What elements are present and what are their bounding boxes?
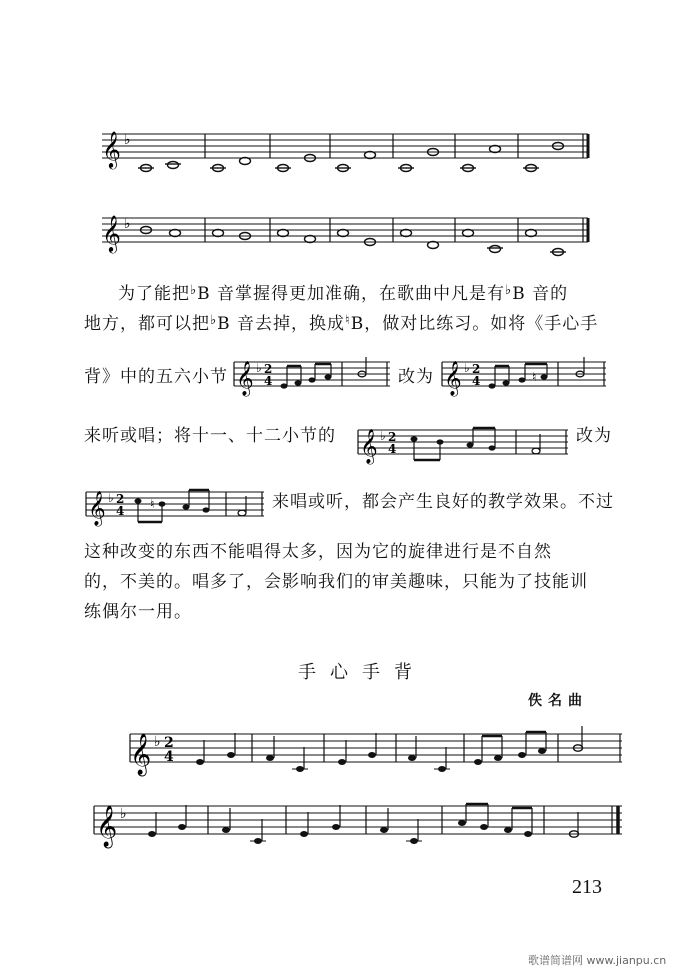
inline-staff-bars-11-12-modified (84, 482, 266, 530)
flat-key-icon: ♭ (464, 361, 470, 375)
text-segment: 为了能把 (118, 284, 190, 304)
natural-symbol: ♮ (345, 313, 351, 328)
paragraph-line-5-end: 来唱或听，都会产生良好的教学效果。不过 (272, 492, 614, 512)
time-signature-top: 2 (116, 492, 125, 506)
paragraph-line-2 (84, 313, 599, 334)
flat-key-icon: ♭ (108, 491, 114, 505)
inline-staff-bars-5-6-modified (440, 352, 608, 400)
song-staff-1 (128, 722, 628, 782)
flat-symbol: ♭ (210, 313, 218, 328)
paragraph-line-3-start: 背》中的五六小节 (84, 367, 228, 387)
treble-clef-icon: 𝄞 (96, 806, 118, 847)
watermark: 歌谱简谱网 www.jianpu.cn (528, 954, 667, 967)
time-signature-bottom: 4 (264, 374, 273, 388)
text-segment: 地方，都可以把 (84, 314, 210, 334)
text-segment: B 音去掉，换成 (217, 314, 346, 334)
flat-symbol: ♭ (505, 283, 513, 298)
flat-key-icon: ♭ (124, 216, 131, 232)
paragraph-line-4-end: 改为 (576, 426, 612, 446)
time-signature-bottom: 4 (472, 374, 481, 388)
treble-clef-icon: 𝄞 (360, 429, 378, 464)
song-composer: 佚名曲 (528, 693, 588, 709)
inline-staff-bars-11-12 (356, 420, 570, 468)
flat-key-icon: ♭ (256, 361, 262, 375)
exercise-staff-2 (100, 212, 600, 262)
treble-clef-icon: 𝄞 (102, 130, 121, 168)
flat-key-icon: ♭ (380, 429, 386, 443)
flat-key-icon: ♭ (120, 806, 127, 822)
time-signature-top: 2 (264, 362, 273, 376)
flat-key-icon: ♭ (154, 734, 161, 750)
time-signature-top: 2 (388, 430, 397, 444)
flat-symbol: ♭ (190, 283, 198, 298)
text-segment: B，做对比练习。如将《手心手 (350, 314, 599, 334)
song-title: 手心手背 (298, 662, 426, 683)
treble-clef-icon: 𝄞 (444, 361, 462, 396)
song-staff-2 (92, 794, 632, 854)
treble-clef-icon: 𝄞 (102, 214, 121, 252)
paragraph-line-6: 这种改变的东西不能唱得太多，因为它的旋律进行是不自然 (84, 542, 552, 562)
inline-staff-bars-5-6 (232, 352, 392, 400)
paragraph-line-4-start: 来听或唱；将十一、十二小节的 (84, 426, 336, 446)
treble-clef-icon: 𝄞 (130, 734, 152, 775)
time-signature-top: 2 (472, 362, 481, 376)
natural-accidental-icon: ♮ (532, 370, 537, 384)
paragraph-line-8: 练偶尔一用。 (84, 602, 192, 622)
treble-clef-icon: 𝄞 (236, 361, 254, 396)
time-signature-top: 2 (164, 735, 174, 751)
time-signature-bottom: 4 (164, 749, 174, 765)
text-segment: B 音掌握得更加准确，在歌曲中凡是有 (197, 284, 506, 304)
paragraph-line-7: 的，不美的。唱多了，会影响我们的审美趣味，只能为了技能训 (84, 572, 588, 592)
treble-clef-icon: 𝄞 (88, 491, 106, 526)
text-segment: B 音的 (512, 284, 569, 304)
time-signature-bottom: 4 (388, 442, 397, 456)
paragraph-line-3-mid: 改为 (398, 367, 434, 387)
time-signature-bottom: 4 (116, 504, 125, 518)
page-number: 213 (572, 876, 602, 898)
flat-key-icon: ♭ (124, 132, 131, 148)
natural-accidental-icon: ♮ (150, 497, 155, 511)
paragraph-line-1 (118, 283, 569, 304)
exercise-staff-1 (100, 128, 600, 178)
